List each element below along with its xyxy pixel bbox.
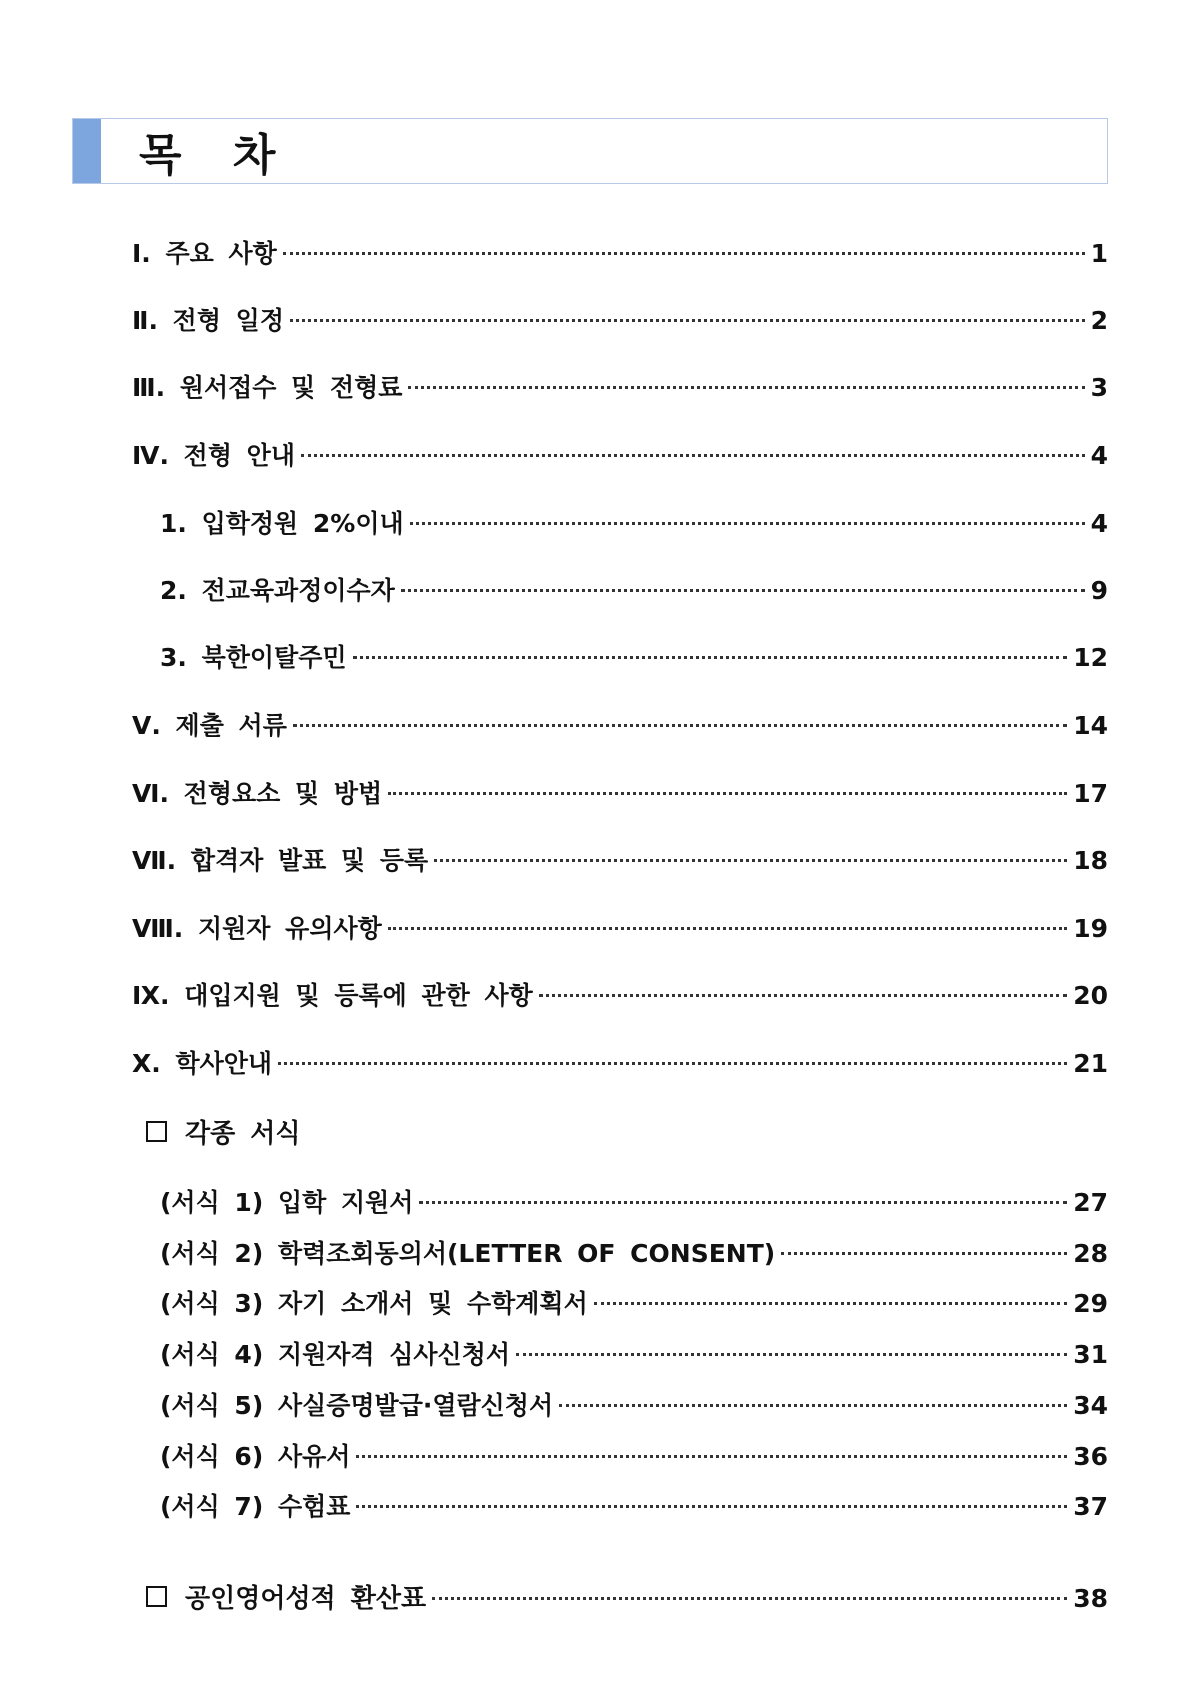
toc-leader-dots bbox=[432, 1597, 1067, 1600]
form-item-2[interactable] bbox=[160, 1234, 1108, 1268]
page-title: 목 차 bbox=[139, 130, 294, 181]
toc-item-label: Ⅶ. 합격자 발표 및 등록 bbox=[132, 846, 429, 875]
toc-item-page: 18 bbox=[1073, 846, 1108, 875]
form-item-6[interactable] bbox=[160, 1437, 1108, 1471]
toc-item-label: Ⅱ. 전형 일정 bbox=[132, 306, 284, 335]
toc-item-5[interactable] bbox=[132, 706, 1108, 740]
form-item-4[interactable] bbox=[160, 1335, 1108, 1369]
form-item-label: (서식 1) 입학 지원서 bbox=[160, 1188, 414, 1217]
english-table-item[interactable] bbox=[146, 1578, 1108, 1615]
form-item-page: 31 bbox=[1073, 1340, 1108, 1369]
english-table-page: 38 bbox=[1073, 1584, 1108, 1613]
toc-item-page: 17 bbox=[1073, 779, 1108, 808]
english-table-label: 공인영어성적 환산표 bbox=[185, 1584, 427, 1614]
toc-item-label: Ⅹ. 학사안내 bbox=[132, 1049, 273, 1078]
toc-leader-dots bbox=[516, 1353, 1067, 1356]
form-item-5[interactable] bbox=[160, 1386, 1108, 1420]
toc-leader-dots bbox=[388, 792, 1067, 795]
toc-leader-dots bbox=[539, 994, 1067, 997]
toc-subitem-2[interactable] bbox=[160, 571, 1108, 605]
toc-item-4[interactable] bbox=[132, 436, 1108, 470]
toc-item-label: 3. 북한이탈주민 bbox=[160, 643, 347, 672]
toc-item-label: Ⅵ. 전형요소 및 방법 bbox=[132, 779, 383, 808]
toc-item-2[interactable] bbox=[132, 301, 1108, 335]
toc-item-page: 1 bbox=[1090, 239, 1108, 268]
form-item-page: 34 bbox=[1073, 1391, 1108, 1420]
toc-leader-dots bbox=[278, 1062, 1067, 1065]
toc-leader-dots bbox=[781, 1252, 1067, 1255]
toc-item-3[interactable] bbox=[132, 368, 1108, 402]
toc-item-10[interactable] bbox=[132, 1044, 1108, 1078]
toc-leader-dots bbox=[293, 724, 1067, 727]
toc-leader-dots bbox=[301, 454, 1085, 457]
form-item-label: (서식 5) 사실증명발급·열람신청서 bbox=[160, 1391, 554, 1420]
toc-item-label: Ⅰ. 주요 사항 bbox=[132, 239, 277, 268]
toc-subitem-3[interactable] bbox=[160, 638, 1108, 672]
toc-item-page: 19 bbox=[1073, 914, 1108, 943]
toc-leader-dots bbox=[419, 1201, 1067, 1204]
toc-item-label: Ⅳ. 전형 안내 bbox=[132, 441, 295, 470]
square-icon bbox=[146, 1121, 167, 1142]
form-item-label: (서식 7) 수험표 bbox=[160, 1492, 351, 1521]
toc-item-label: Ⅷ. 지원자 유의사항 bbox=[132, 914, 382, 943]
toc-item-page: 20 bbox=[1073, 981, 1108, 1010]
toc-item-7[interactable] bbox=[132, 841, 1108, 875]
form-item-3[interactable] bbox=[160, 1284, 1108, 1318]
toc-item-6[interactable] bbox=[132, 774, 1108, 808]
toc-item-label: Ⅲ. 원서접수 및 전형료 bbox=[132, 373, 403, 402]
form-item-page: 28 bbox=[1073, 1239, 1108, 1268]
toc-item-label: Ⅴ. 제출 서류 bbox=[132, 711, 287, 740]
toc-leader-dots bbox=[388, 927, 1067, 930]
toc-leader-dots bbox=[283, 252, 1085, 255]
toc-item-9[interactable] bbox=[132, 976, 1108, 1010]
toc-item-page: 4 bbox=[1090, 509, 1108, 538]
square-icon bbox=[146, 1586, 167, 1607]
forms-heading-label: 각종 서식 bbox=[185, 1119, 301, 1149]
toc-item-page: 3 bbox=[1090, 373, 1108, 402]
form-item-page: 36 bbox=[1073, 1442, 1108, 1471]
toc-leader-dots bbox=[353, 656, 1068, 659]
form-item-page: 27 bbox=[1073, 1188, 1108, 1217]
form-item-page: 29 bbox=[1073, 1289, 1108, 1318]
toc-item-8[interactable] bbox=[132, 909, 1108, 943]
forms-heading bbox=[146, 1113, 301, 1150]
form-item-label: (서식 6) 사유서 bbox=[160, 1442, 351, 1471]
toc-leader-dots bbox=[594, 1302, 1067, 1305]
toc-item-label: Ⅸ. 대입지원 및 등록에 관한 사항 bbox=[132, 981, 533, 1010]
toc-leader-dots bbox=[401, 589, 1085, 592]
toc-leader-dots bbox=[410, 522, 1085, 525]
toc-subitem-1[interactable] bbox=[160, 504, 1108, 538]
toc-leader-dots bbox=[356, 1455, 1067, 1458]
toc-item-page: 4 bbox=[1090, 441, 1108, 470]
toc-item-page: 9 bbox=[1090, 576, 1108, 605]
toc-leader-dots bbox=[356, 1505, 1067, 1508]
form-item-label: (서식 3) 자기 소개서 및 수학계획서 bbox=[160, 1289, 588, 1318]
title-accent-bar bbox=[73, 119, 101, 183]
toc-item-page: 14 bbox=[1073, 711, 1108, 740]
toc-leader-dots bbox=[408, 386, 1084, 389]
title-box bbox=[72, 118, 1108, 184]
toc-leader-dots bbox=[434, 859, 1067, 862]
toc-item-label: 2. 전교육과정이수자 bbox=[160, 576, 395, 605]
form-item-7[interactable] bbox=[160, 1487, 1108, 1521]
toc-item-page: 12 bbox=[1073, 643, 1108, 672]
toc-leader-dots bbox=[290, 319, 1085, 322]
form-item-1[interactable] bbox=[160, 1183, 1108, 1217]
toc-item-label: 1. 입학정원 2%이내 bbox=[160, 509, 404, 538]
form-item-label: (서식 4) 지원자격 심사신청서 bbox=[160, 1340, 511, 1369]
toc-leader-dots bbox=[559, 1404, 1067, 1407]
form-item-label: (서식 2) 학력조회동의서(LETTER OF CONSENT) bbox=[160, 1239, 776, 1268]
form-item-page: 37 bbox=[1073, 1492, 1108, 1521]
toc-item-page: 2 bbox=[1090, 306, 1108, 335]
toc-item-page: 21 bbox=[1073, 1049, 1108, 1078]
toc-item-1[interactable] bbox=[132, 234, 1108, 268]
